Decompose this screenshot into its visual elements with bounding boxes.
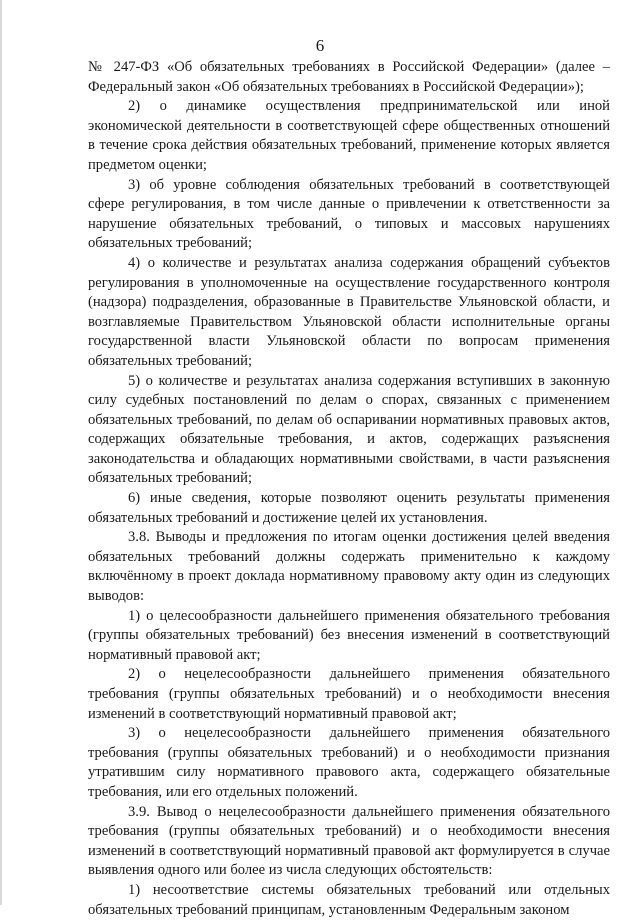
scan-edge [0, 0, 2, 905]
body-text [88, 58, 610, 920]
paragraph: 3.8. Выводы и предложения по итогам оценки достижения целей введения обязательных требований должны содержать применительно к каждому включённому в проект доклада нормативному правовому акту один из следующих выводов: [88, 529, 610, 605]
paragraph: 3) об уровне соблюдения обязательных требований в соответствующей сфере регулирования, в том числе данные о привлечении к ответственности за нарушение обязательных требований, о типовых и массовых нарушениях обязательных требований; [88, 176, 610, 252]
paragraph: 2) о динамике осуществления предпринимательской или иной экономической деятельности в соответствующей сфере общественных отношений в течение срока действия обязательных требований, применение которых является предметом оценки; [88, 98, 610, 173]
paragraph: 2) о нецелесообразности дальнейшего применения обязательного требования (группы обязательных требований) и о необходимости внесения изменений в соответствующий нормативный правовой акт; [88, 666, 610, 722]
paragraph-continuation: № 247-ФЗ «Об обязательных требованиях в Российской Федерации» (далее – Федеральный закон «Об обязательных требованиях в Российской Федерации»); [88, 59, 610, 95]
paragraph: 6) иные сведения, которые позволяют оценить результаты применения обязательных требований и достижение целей их установления. [88, 490, 610, 526]
page-number: 6 [315, 36, 325, 55]
paragraph: 3) о нецелесообразности дальнейшего применения обязательного требования (группы обязательных требований) и о необходимости признания утратившим силу нормативного правового акта, содержащего обязательные требования, или его отдельных положений. [88, 725, 610, 800]
paragraph: 5) о количестве и результатах анализа содержания вступивших в законную силу судебных постановлений по делам о спорах, связанных с применением обязательных требований, по делам об оспаривании нормативных правовых актов, содержащих обязательные требования, и актов, содержащих разъяснения законодательства и обладающих нормативными свойствами, в части разъяснения обязательных требований; [88, 372, 610, 487]
paragraph: 1) о целесообразности дальнейшего применения обязательного требования (группы обязательных требований) без внесения изменений в соответствующий нормативный правовой акт; [88, 607, 610, 663]
paragraph: 1) несоответствие системы обязательных требований или отдельных обязательных требований принципам, установленным Федеральным законом [88, 881, 610, 918]
paragraph: 3.9. Вывод о нецелесообразности дальнейшего применения обязательного требования (группы обязательных требований) и о необходимости внесения изменений в соответствующий нормативный правовой акт формулируется в случае выявления одного или более из числа следующих обстоятельств: [88, 803, 610, 879]
paragraph: 4) о количестве и результатах анализа содержания обращений субъектов регулирования в уполномоченные на осуществление государственного контроля (надзора) подразделения, образованные в Правительстве Ульяновской области, и возглавляемые Правительством Ульяновской области исполнительные органы государственной власти Ульяновской области по вопросам применения обязательных требований; [88, 254, 610, 369]
